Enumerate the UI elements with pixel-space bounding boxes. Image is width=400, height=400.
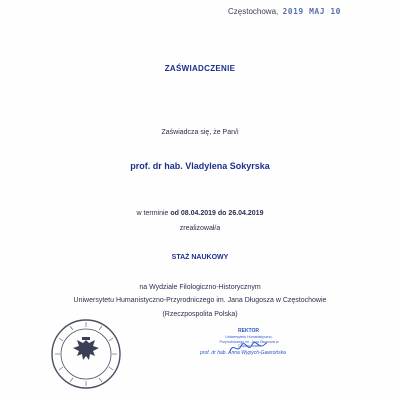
date-from: 08.04.2019 — [180, 210, 216, 217]
period-from-label: od — [170, 210, 179, 217]
completed-line: zrealizował/a — [179, 225, 221, 232]
place-date — [228, 7, 341, 16]
document-title: ZAŚWIADCZENIE — [164, 64, 236, 73]
rector-title: REKTOR — [238, 328, 260, 334]
university-seal-icon — [50, 318, 122, 390]
internship-type: STAŻ NAUKOWY — [171, 254, 229, 261]
country-line: (Rzeczpospolita Polska) — [162, 311, 238, 318]
period-line — [0, 210, 400, 217]
period-prefix: w terminie — [136, 210, 169, 217]
signature-icon — [228, 340, 268, 356]
date-to: 26.04.2019 — [228, 210, 264, 217]
period-to-label: do — [217, 210, 227, 217]
date-stamp: 2019 MAJ 10 — [282, 7, 341, 16]
faculty-line: na Wydziale Filologiczno-Historycznym — [139, 284, 261, 291]
intro-line: Zaświadcza się, że Pan/i — [161, 129, 239, 136]
rector-name: prof. dr hab. Anna Wypych-Gawrońska — [200, 350, 286, 356]
rector-subtitle: Uniwersytetu Humanistyczno-Przyrodniczego im. Jana Długosza w Częstochowie — [219, 335, 279, 348]
place-label: Częstochowa, — [228, 7, 279, 16]
person-name: prof. dr hab. Vladylena Sokyrska — [130, 161, 270, 171]
university-line: Uniwersytetu Humanistyczno-Przyrodniczego im. Jana Długosza w Częstochowie — [73, 297, 327, 304]
